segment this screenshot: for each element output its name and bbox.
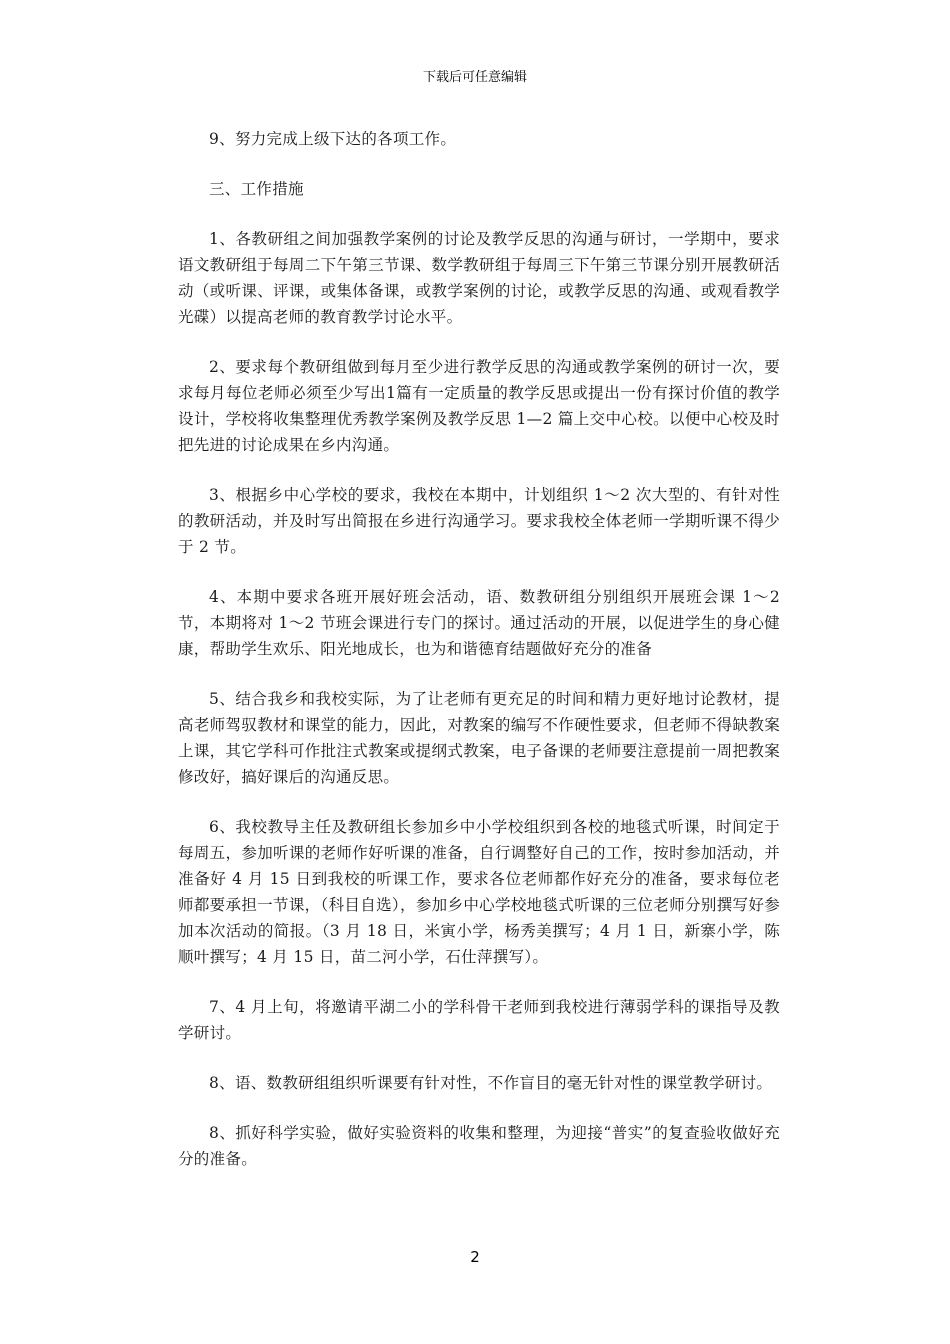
section-heading-work-measures: 三、工作措施 (209, 180, 304, 198)
paragraph-measure-4: 4、本期中要求各班开展好班会活动，语、数教研组分别组织开展班会课 1～2 节，本期将对 1～2 节班会课进行专门的探讨。通过活动的开展，以促进学生的身心健康，帮助学生欢乐、阳光地成长，也为和谐德育结题做好充分的准备 (178, 588, 780, 658)
paragraph-item-9: 9、努力完成上级下达的各项工作。 (209, 130, 457, 148)
page-number: 2 (470, 1248, 480, 1266)
page-header: 下载后可任意编辑 (422, 70, 527, 85)
paragraph-measure-1: 1、各教研组之间加强教学案例的讨论及教学反思的沟通与研讨，一学期中，要求语文教研组于每周二下午第三节课、数学教研组于每周三下午第三节课分别开展教研活动（或听课、评课，或集体备课，或教学案例的讨论，或教学反思的沟通、或观看教学光碟）以提高老师的教育教学讨论水平。 (178, 230, 780, 326)
paragraph-measure-3: 3、根据乡中心学校的要求，我校在本期中，计划组织 1～2 次大型的、有针对性的教研活动，并及时写出简报在乡进行沟通学习。要求我校全体老师一学期听课不得少于 2 节。 (178, 486, 780, 556)
paragraph-measure-5: 5、结合我乡和我校实际，为了让老师有更充足的时间和精力更好地讨论教材，提高老师驾驭教材和课堂的能力，因此，对教案的编写不作硬性要求，但老师不得缺教案上课，其它学科可作批注式教案或提纲式教案，电子备课的老师要注意提前一周把教案修改好，搞好课后的沟通反思。 (178, 690, 780, 786)
paragraph-measure-6: 6、我校教导主任及教研组长参加乡中小学校组织到各校的地毯式听课，时间定于每周五，参加听课的老师作好听课的准备，自行调整好自己的工作，按时参加活动，并准备好 4 月 15 日到我校的听课工作，要求各位老师都作好充分的准备，要求每位老师都要承担一节课，（科目自选），参加乡中心学校地毯式听课的三位老师分别撰写好参加本次活动的简报。（3 月 18 日，米寅小学，杨秀美撰写；4 月 1 日，新寨小学，陈顺叶撰写；4 月 15 日，苗二河小学，石仕萍撰写）。 (178, 818, 780, 966)
document-body (178, 126, 780, 1196)
paragraph-measure-2: 2、要求每个教研组做到每月至少进行教学反思的沟通或教学案例的研讨一次，要求每月每位老师必须至少写出1篇有一定质量的教学反思或提出一份有探讨价值的教学设计，学校将收集整理优秀教学案例及教学反思 1—2 篇上交中心校。以便中心校及时把先进的讨论成果在乡内沟通。 (178, 358, 780, 454)
paragraph-measure-7: 7、4 月上旬，将邀请平湖二小的学科骨干老师到我校进行薄弱学科的课指导及教学研讨。 (178, 998, 780, 1042)
paragraph-measure-8a: 8、语、数教研组组织听课要有针对性，不作盲目的毫无针对性的课堂教学研讨。 (209, 1074, 773, 1092)
paragraph-measure-8b: 8、抓好科学实验，做好实验资料的收集和整理，为迎接“普实”的复查验收做好充分的准备。 (178, 1124, 780, 1168)
